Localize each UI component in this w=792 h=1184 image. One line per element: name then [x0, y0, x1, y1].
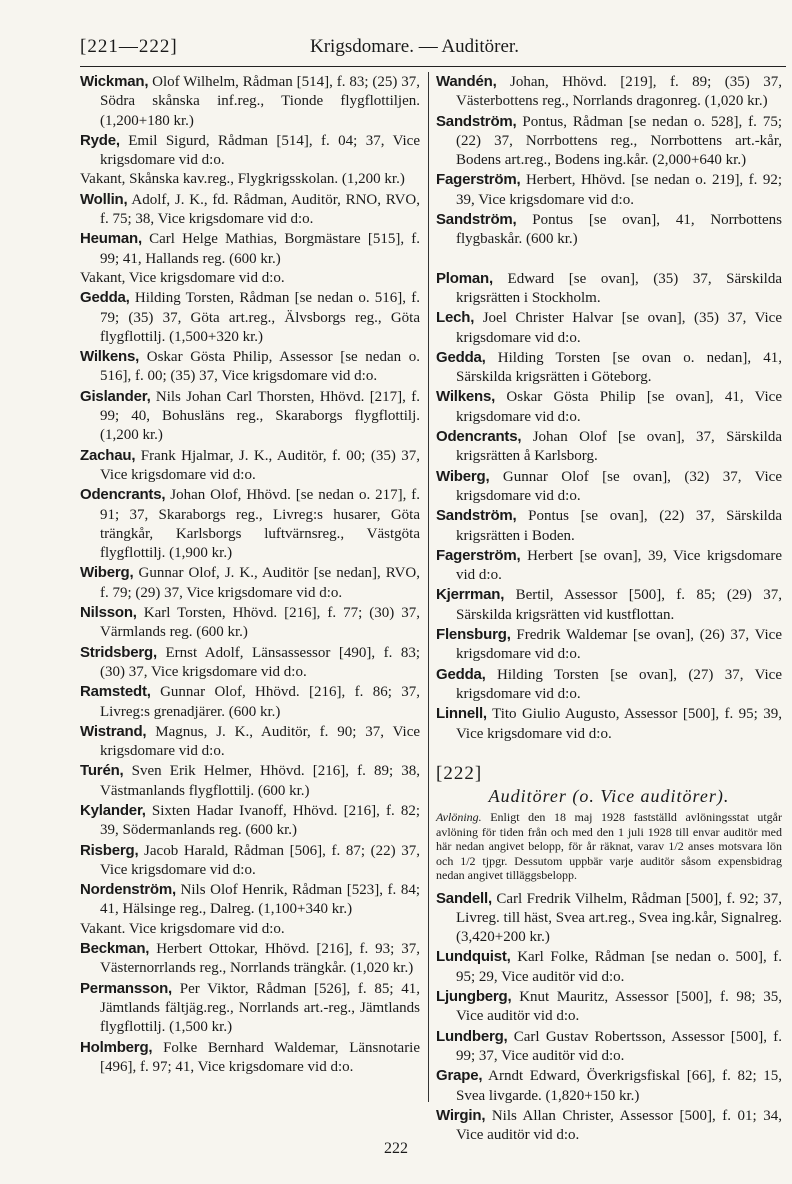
- entry: [80, 288, 420, 347]
- intro-lead: Avlöning.: [436, 810, 482, 825]
- entry: [436, 170, 782, 210]
- entry-text: Vakant. Vice krigsdomare vid d:o.: [80, 920, 285, 937]
- entry-name: Turén,: [80, 762, 124, 780]
- entry-name: Sandström,: [436, 112, 517, 130]
- entry-text: Edward [se ovan], (35) 37, Särskilda krigsrätten i Stockholm.: [456, 270, 783, 306]
- entry-text: Per Viktor, Rådman [526], f. 85; 41, Jämtlands fältjäg.reg., Norrlands art.-reg., Jämtlands flygflottilj. (1,500 kr.): [100, 980, 421, 1036]
- entry-name: Lundquist,: [436, 948, 511, 966]
- entry-name: Permansson,: [80, 979, 173, 997]
- entry-name: Sandström,: [436, 211, 517, 229]
- entry-name: Ploman,: [436, 269, 493, 287]
- entry-text: Hilding Torsten, Rådman [se nedan o. 516], f. 79; (35) 37, Göta art.reg., Älvsborgs reg., Göta flygflottilj. (1,500+320 kr.): [100, 290, 420, 345]
- page-header: [80, 36, 786, 60]
- entry: [80, 920, 420, 939]
- entry-text: Carl Gustav Robertsson, Assessor [500], f. 99; 37, Vice auditör vid d:o.: [456, 1028, 782, 1064]
- entry: [436, 427, 782, 467]
- entry: [436, 546, 782, 586]
- entry: [436, 585, 782, 625]
- header-section-ref: [221—222]: [80, 36, 178, 57]
- entry: [436, 269, 782, 309]
- entry-name: Grape,: [436, 1067, 483, 1085]
- entry-name: Wollin,: [80, 190, 128, 208]
- entry-text: Arndt Edward, Överkrigsfiskal [66], f. 82; 15, Svea livgarde. (1,820+150 kr.): [456, 1068, 782, 1104]
- page-number: 222: [384, 1140, 408, 1157]
- entry-text: Herbert [se ovan], 39, Vice krigsdomare vid d:o.: [456, 547, 782, 584]
- entry-name: Wandén,: [436, 73, 497, 90]
- section-intro: [436, 810, 782, 883]
- entry-text: Gunnar Olof, Hhövd. [216], f. 86; 37, Livreg:s grenadjärer. (600 kr.): [100, 684, 421, 720]
- right-entries-top: [436, 72, 782, 250]
- header-rule: [80, 66, 786, 67]
- entry-text: Oskar Gösta Philip, Assessor [se nedan o. 516], f. 00; (35) 37, Vice krigsdomare vid d:o.: [100, 349, 421, 385]
- entry-text: Ernst Adolf, Länsassessor [490], f. 83; (30) 37, Vice krigsdomare vid d:o.: [100, 644, 420, 680]
- entry-name: Odencrants,: [80, 486, 166, 504]
- entry-name: Wickman,: [80, 73, 149, 90]
- entry: [80, 229, 420, 269]
- entry-text: Karl Torsten, Hhövd. [216], f. 77; (30) 37, Värmlands reg. (600 kr.): [100, 605, 420, 641]
- entry-name: Stridsberg,: [80, 643, 157, 661]
- entry-text: Herbert, Hhövd. [se nedan o. 219], f. 92; 39, Vice krigsdomare vid d:o.: [456, 172, 783, 208]
- entry: [436, 72, 782, 112]
- entry: [436, 1027, 782, 1067]
- entry: [436, 308, 782, 348]
- entry-text: Nils Olof Henrik, Rådman [523], f. 84; 41, Hälsinge reg., Dalreg. (1,100+340 kr.): [100, 882, 421, 918]
- entry-text: Sven Erik Helmer, Hhövd. [216], f. 89; 38, Västmanlands flygflottilj. (600 kr.): [100, 763, 420, 799]
- entry-text: Knut Mauritz, Assessor [500], f. 98; 35, Vice auditör vid d:o.: [456, 989, 782, 1025]
- entry-name: Ljungberg,: [436, 988, 512, 1006]
- entry-text: Vakant, Vice krigsdomare vid d:o.: [80, 269, 285, 286]
- intro-text: Enligt den 18 maj 1928 fastställd avlöningsstat utgår avlöning för tiden från och med den 1 juli 1928 till envar auditör med här nedan angivet belopp, för år räknat, varav 1/2 anses motsvara lön och 1/2 tjpgr. Dessutom uppbär varje auditör såsom expensbidrag nedan angivet tilläggsbelopp.: [436, 810, 782, 883]
- entry: [436, 112, 782, 171]
- entry-text: Pontus, Rådman [se nedan o. 528], f. 75; (22) 37, Norrbottens reg., Norrbottens art.-kår, Bodens art.reg., Bodens ing.kår. (2,000+640 kr.): [456, 113, 782, 169]
- entry-text: Gunnar Olof, J. K., Auditör [se nedan], RVO, f. 79; (29) 37, Vice krigsdomare vid d:o.: [100, 565, 421, 601]
- entry-name: Zachau,: [80, 446, 136, 464]
- entry-name: Ramstedt,: [80, 683, 151, 701]
- entry-name: Ryde,: [80, 131, 120, 149]
- entry: [436, 665, 782, 705]
- entry-name: Flensburg,: [436, 626, 511, 644]
- entry-text: Herbert Ottokar, Hhövd. [216], f. 93; 37, Västernorrlands reg., Norrlands trängkår. (1,020 kr.): [100, 941, 420, 977]
- entry: [80, 72, 420, 131]
- right-column: [436, 72, 782, 1145]
- entry: [436, 987, 782, 1027]
- entry: [436, 506, 782, 546]
- entry: [80, 801, 420, 841]
- entry-text: Adolf, J. K., fd. Rådman, Auditör, RNO, RVO, f. 75; 38, Vice krigsdomare vid d:o.: [100, 191, 420, 228]
- right-entries-mid: [436, 269, 782, 744]
- entry: [436, 704, 782, 744]
- entry-name: Risberg,: [80, 841, 139, 859]
- entry-name: Sandström,: [436, 507, 517, 525]
- entry: [80, 269, 420, 288]
- entry-name: Odencrants,: [436, 428, 522, 446]
- entry: [80, 643, 420, 683]
- entry: [80, 485, 420, 563]
- entry-text: Hilding Torsten [se ovan], (27) 37, Vice krigsdomare vid d:o.: [456, 666, 782, 702]
- entry-name: Heuman,: [80, 230, 142, 248]
- entry-name: Nordenström,: [80, 881, 176, 899]
- entry-name: Nilsson,: [80, 604, 137, 622]
- entry: [80, 979, 420, 1038]
- entry-text: Folke Bernhard Waldemar, Länsnotarie [496], f. 97; 41, Vice krigsdomare vid d:o.: [100, 1039, 421, 1075]
- entry-name: Kjerrman,: [436, 586, 505, 604]
- entry-name: Fagerström,: [436, 546, 521, 564]
- entry-name: Holmberg,: [80, 1038, 153, 1056]
- entry: [80, 939, 420, 979]
- entry: [80, 722, 420, 762]
- entry-name: Wilkens,: [436, 388, 496, 406]
- entry-name: Gedda,: [436, 348, 486, 366]
- entry-text: Johan Olof [se ovan], 37, Särskilda krigsrätten å Karlsborg.: [456, 429, 782, 465]
- entry-name: Wirgin,: [436, 1106, 486, 1124]
- entry: [80, 190, 420, 230]
- entry-text: Carl Fredrik Vilhelm, Rådman [500], f. 92; 37, Livreg. till häst, Svea art.reg., Svea ing.kår, Signalreg. (3,420+200 kr.): [456, 890, 782, 946]
- entry-text: Magnus, J. K., Auditör, f. 90; 37, Vice krigsdomare vid d:o.: [100, 723, 421, 760]
- entry-name: Wiberg,: [80, 564, 134, 582]
- entry: [80, 761, 420, 801]
- section-title: Auditörer (o. Vice auditörer).: [488, 785, 730, 806]
- entry-text: Johan, Hhövd. [219], f. 89; (35) 37, Västerbottens reg., Norrlands dragonreg. (1,020 kr.): [456, 74, 782, 110]
- entry: [80, 880, 420, 920]
- entry-text: Carl Helge Mathias, Borgmästare [515], f. 99; 41, Hallands reg. (600 kr.): [100, 231, 421, 267]
- entry-name: Wistrand,: [80, 722, 147, 740]
- entry-text: Bertil, Assessor [500], f. 85; (29) 37, Särskilda krigsrätten vid kustflottan.: [456, 587, 783, 623]
- entry: [436, 210, 782, 250]
- entry: [80, 446, 420, 486]
- entry-text: Olof Wilhelm, Rådman [514], f. 83; (25) 37, Södra skånska inf.reg., Tionde flygflottiljen. (1,200+180 kr.): [100, 74, 420, 129]
- header-title: Krigsdomare. — Auditörer.: [310, 36, 519, 57]
- entry-text: Fredrik Waldemar [se ovan], (26) 37, Vice krigsdomare vid d:o.: [456, 627, 782, 663]
- entry-name: Beckman,: [80, 940, 150, 958]
- left-column: [80, 72, 420, 1077]
- entry: [80, 563, 420, 603]
- entry-text: Vakant, Skånska kav.reg., Flygkrigsskolan. (1,200 kr.): [80, 171, 405, 188]
- entry-text: Nils Johan Carl Thorsten, Hhövd. [217], f. 99; 40, Bohusläns reg., Skaraborgs flygflottilj. (1,200 kr.): [100, 388, 420, 444]
- entry-name: Sandell,: [436, 889, 492, 907]
- entry-text: Oskar Gösta Philip [se ovan], 41, Vice krigsdomare vid d:o.: [456, 389, 783, 425]
- entry-text: Karl Folke, Rådman [se nedan o. 500], f. 95; 29, Vice auditör vid d:o.: [456, 949, 782, 985]
- entry: [436, 889, 782, 948]
- entry-name: Gislander,: [80, 387, 151, 405]
- entry-name: Wilkens,: [80, 348, 140, 366]
- entry-name: Fagerström,: [436, 171, 521, 189]
- entry-text: Emil Sigurd, Rådman [514], f. 04; 37, Vice krigsdomare vid d:o.: [100, 132, 420, 169]
- spacer: [436, 744, 782, 763]
- entry: [436, 625, 782, 665]
- entry: [436, 1066, 782, 1106]
- entry-name: Wiberg,: [436, 467, 490, 485]
- entry-text: Gunnar Olof [se ovan], (32) 37, Vice krigsdomare vid d:o.: [456, 468, 783, 504]
- entry: [436, 467, 782, 507]
- entry: [80, 170, 420, 189]
- spacer: [436, 250, 782, 269]
- entry-text: Jacob Harald, Rådman [506], f. 87; (22) 37, Vice krigsdomare vid d:o.: [100, 842, 420, 878]
- entry-name: Lundberg,: [436, 1027, 508, 1045]
- entry: [80, 1038, 420, 1078]
- entry: [436, 348, 782, 388]
- section-ref: [222]: [436, 762, 483, 784]
- entry: [436, 947, 782, 987]
- entry-text: Pontus [se ovan], (22) 37, Särskilda krigsrätten i Boden.: [456, 508, 783, 544]
- entry-text: Frank Hjalmar, J. K., Auditör, f. 00; (35) 37, Vice krigsdomare vid d:o.: [100, 447, 420, 483]
- entry-text: Hilding Torsten [se ovan o. nedan], 41, Särskilda krigsrätten i Göteborg.: [456, 349, 783, 386]
- entry: [80, 347, 420, 387]
- entry: [80, 682, 420, 722]
- right-entries-bottom: [436, 889, 782, 1146]
- entry-text: Joel Christer Halvar [se ovan], (35) 37, Vice krigsdomare vid d:o.: [456, 310, 782, 346]
- entry-name: Lech,: [436, 309, 475, 327]
- entry: [436, 387, 782, 427]
- entry-text: Tito Giulio Augusto, Assessor [500], f. 95; 39, Vice krigsdomare vid d:o.: [456, 706, 782, 742]
- entry-name: Gedda,: [436, 665, 486, 683]
- entry-text: Pontus [se ovan], 41, Norrbottens flygbaskår. (600 kr.): [456, 212, 782, 248]
- column-divider: [428, 72, 429, 1102]
- entry: [80, 131, 420, 171]
- entry-text: Johan Olof, Hhövd. [se nedan o. 217], f. 91; 37, Skaraborgs reg., Livreg:s husarer, Göta trängkår, Karlsborgs luftvärnsreg., Västgöta flygflottilj. (1,900 kr.): [100, 487, 421, 562]
- entry-name: Linnell,: [436, 705, 487, 723]
- entry-text: Nils Allan Christer, Assessor [500], f. 01; 34, Vice auditör vid d:o.: [456, 1107, 783, 1144]
- entry-name: Kylander,: [80, 801, 146, 819]
- entry: [80, 603, 420, 643]
- entry: [80, 387, 420, 446]
- entry-name: Gedda,: [80, 289, 130, 307]
- entry-text: Sixten Hadar Ivanoff, Hhövd. [216], f. 82; 39, Södermanlands reg. (600 kr.): [100, 802, 421, 839]
- entry: [80, 841, 420, 881]
